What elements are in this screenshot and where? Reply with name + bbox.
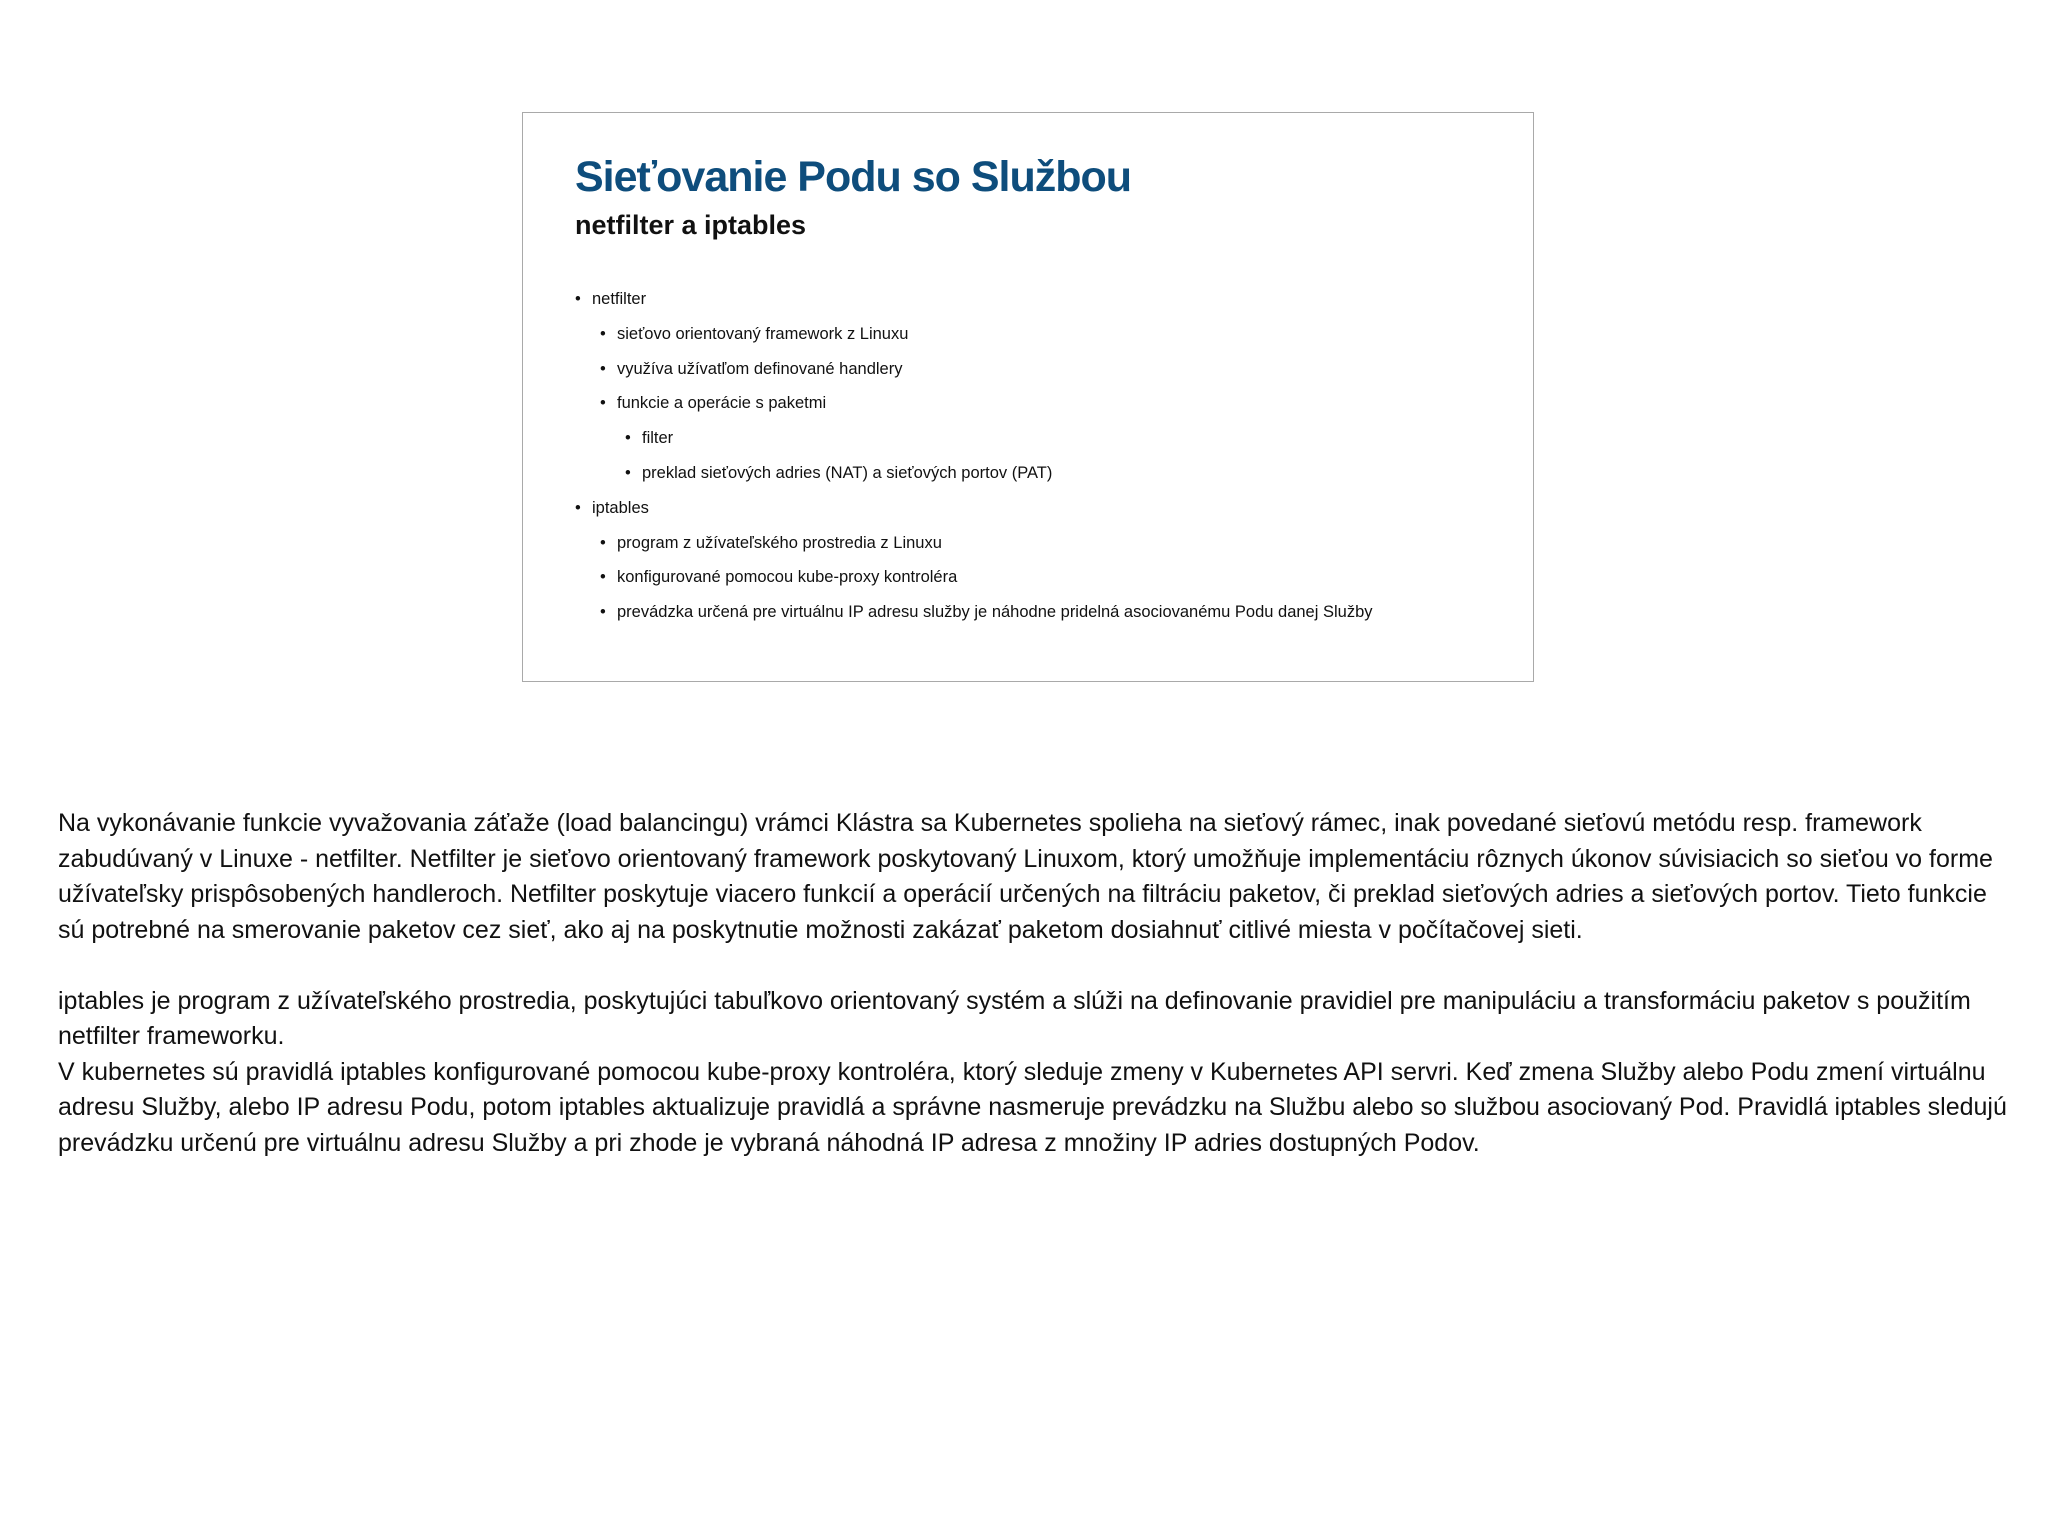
bullet-item: • sieťovo orientovaný framework z Linuxu — [575, 324, 1373, 359]
slide-title: Sieťovanie Podu so Službou — [575, 153, 1132, 201]
slide-bullet-list — [575, 289, 1373, 637]
bullet-item: • program z užívateľského prostredia z Linuxu — [575, 533, 1373, 568]
bullet-item: • prevádzka určená pre virtuálnu IP adresu služby je náhodne pridelná asociovanému Podu danej Služby — [575, 602, 1373, 637]
paragraph-spacer — [58, 948, 2008, 984]
presenter-notes — [58, 806, 2008, 1161]
notes-paragraph: V kubernetes sú pravidlá iptables konfigurované pomocou kube-proxy kontroléra, ktorý sleduje zmeny v Kubernetes API servri. Keď zmena Služby alebo Podu zmení virtuálnu adresu Služby, alebo IP adresu Podu, potom iptables aktualizuje pravidlá a správne nasmeruje prevádzku na Službu alebo so službou asociovaný Pod. Pravidlá iptables sledujú prevádzku určenú pre virtuálnu adresu Služby a pri zhode je vybraná náhodná IP adresa z množiny IP adries dostupných Podov. — [58, 1057, 2007, 1157]
bullet-item: • funkcie a operácie s paketmi — [575, 393, 1373, 428]
bullet-item: • filter — [575, 428, 1373, 463]
bullet-item: • využíva užívatľom definované handlery — [575, 359, 1373, 394]
bullet-item: • konfigurované pomocou kube-proxy kontroléra — [575, 567, 1373, 602]
notes-paragraph: iptables je program z užívateľského prostredia, poskytujúci tabuľkovo orientovaný systém a slúži na definovanie pravidiel pre manipuláciu a transformáciu paketov s použitím netfilter frameworku. — [58, 986, 1971, 1050]
slide-subtitle: netfilter a iptables — [575, 210, 807, 240]
bullet-item: • netfilter — [575, 289, 1373, 324]
bullet-item: • iptables — [575, 498, 1373, 533]
bullet-item: • preklad sieťových adries (NAT) a sieťových portov (PAT) — [575, 463, 1373, 498]
notes-paragraph: Na vykonávanie funkcie vyvažovania záťaže (load balancingu) vrámci Klástra sa Kubernetes spolieha na sieťový rámec, inak povedané sieťovú metódu resp. framework zabudúvaný v Linuxe - netfilter. Netfilter je sieťovo orientovaný framework poskytovaný Linuxom, ktorý umožňuje implementáciu rôznych úkonov súvisiacich so sieťou vo forme užívateľsky prispôsobených handleroch. Netfilter poskytuje viacero funkcií a operácií určených na filtráciu paketov, či preklad sieťových adries a sieťových portov. Tieto funkcie sú potrebné na smerovanie paketov cez sieť, ako aj na poskytnutie možnosti zakázať paketom dosiahnuť citlivé miesta v počítačovej sieti. — [58, 809, 1993, 944]
slide-thumbnail — [522, 112, 1534, 682]
